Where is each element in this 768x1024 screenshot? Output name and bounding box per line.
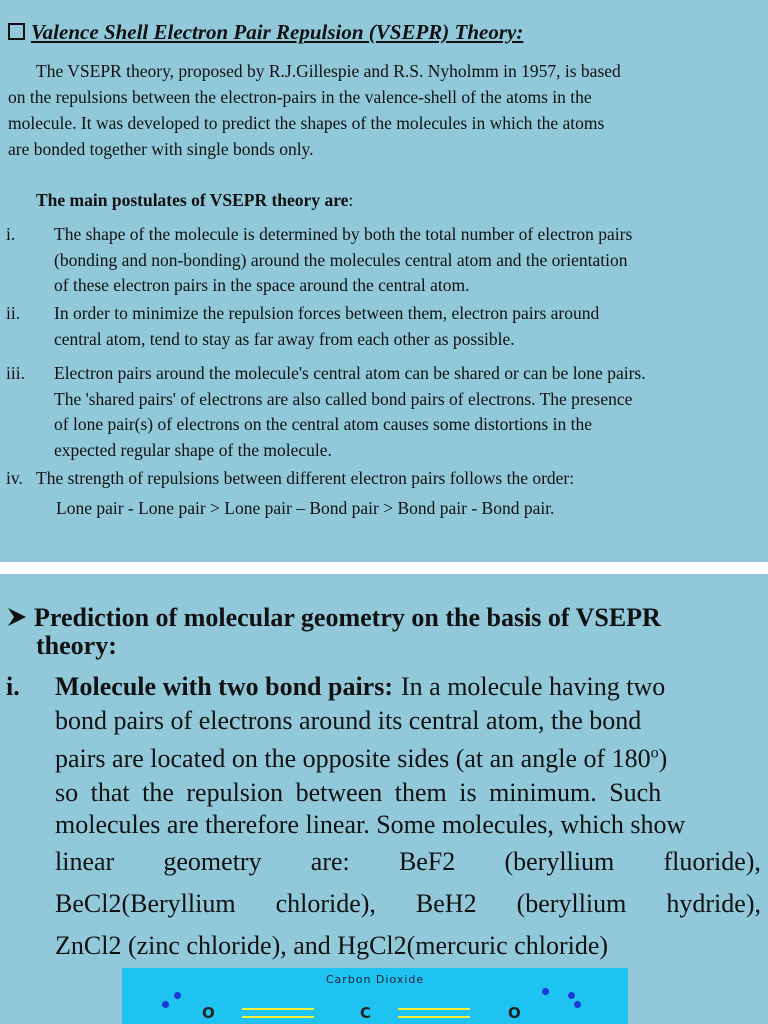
item-line3-text: pairs are located on the opposite sides (at an angle of 180 bbox=[55, 744, 651, 773]
postulate-line: of lone pair(s) of electrons on the central atom causes some distortions in the bbox=[54, 414, 592, 434]
slide-divider bbox=[0, 562, 768, 574]
item-line3-close: ) bbox=[658, 744, 668, 773]
word: linear bbox=[55, 847, 115, 876]
item-line: bond pairs of electrons around its central atom, the bond bbox=[55, 706, 642, 735]
item-line-compounds-3: ZnCl2 (zinc chloride), and HgCl2(mercuric chloride) bbox=[55, 931, 609, 960]
double-bond-line bbox=[398, 1016, 470, 1018]
atom-carbon: C bbox=[360, 1004, 372, 1022]
word: are: bbox=[310, 847, 350, 876]
formula-becl2: BeCl2(Beryllium bbox=[55, 889, 236, 918]
item-line: molecules are therefore linear. Some molecules, which show bbox=[55, 810, 686, 839]
postulate-number: iii. bbox=[6, 363, 25, 383]
formula-beh2: BeH2 bbox=[415, 889, 477, 918]
formula-bef2: BeF2 bbox=[398, 847, 456, 876]
postulate-line: central atom, tend to stay as far away from each other as possible. bbox=[54, 328, 515, 349]
postulates-heading bbox=[36, 190, 353, 211]
lone-pair-electron bbox=[574, 1001, 581, 1008]
prediction-heading-line1: Prediction of molecular geometry on the basis of VSEPR bbox=[34, 603, 661, 632]
postulates-heading-colon: : bbox=[348, 190, 354, 210]
lone-pair-electron bbox=[162, 1001, 169, 1008]
double-bond-line bbox=[242, 1016, 314, 1018]
intro-line: The VSEPR theory, proposed by R.J.Gillespie and R.S. Nyholmm in 1957, is based bbox=[36, 61, 621, 81]
postulate-number: i. bbox=[6, 224, 16, 244]
postulate-item bbox=[6, 466, 758, 526]
word: (beryllium bbox=[504, 847, 615, 876]
arrowhead-bullet-icon bbox=[6, 604, 28, 632]
postulate-line: (bonding and non-bonding) around the molecules central atom and the orientation bbox=[54, 249, 628, 270]
item-number: i. bbox=[6, 672, 20, 701]
double-bond-line bbox=[398, 1008, 470, 1010]
word: chloride), bbox=[275, 889, 376, 918]
word: geometry bbox=[163, 847, 262, 876]
item-bold-lead: Molecule with two bond pairs: bbox=[55, 672, 393, 701]
item-line bbox=[55, 744, 761, 774]
word: (beryllium bbox=[516, 889, 627, 918]
word: hydride), bbox=[666, 889, 761, 918]
intro-line: on the repulsions between the electron-pairs in the valence-shell of the atoms in the bbox=[8, 87, 592, 107]
word: fluoride), bbox=[663, 847, 761, 876]
item-line bbox=[55, 672, 761, 702]
atom-oxygen-left: O bbox=[202, 1004, 215, 1022]
postulate-line: of these electron pairs in the space around the central atom. bbox=[54, 275, 470, 295]
item-line1-rest: In a molecule having two bbox=[401, 672, 666, 701]
intro-line: molecule. It was developed to predict the shapes of the molecules in which the atoms bbox=[8, 113, 605, 133]
prediction-heading-line2: theory: bbox=[36, 631, 117, 660]
item-line-compounds-1 bbox=[55, 847, 761, 877]
carbon-dioxide-diagram bbox=[122, 968, 628, 1024]
vsepr-heading-text: Valence Shell Electron Pair Repulsion (VSEPR) Theory: bbox=[31, 20, 524, 44]
postulate-number: iv. bbox=[6, 468, 23, 488]
postulate-number: ii. bbox=[6, 303, 21, 323]
lone-pair-electron bbox=[174, 992, 181, 999]
prediction-heading bbox=[6, 604, 756, 660]
intro-line: are bonded together with single bonds only. bbox=[8, 139, 314, 159]
lone-pair-electron bbox=[568, 992, 575, 999]
item-line-compounds-2 bbox=[55, 889, 761, 919]
intro-paragraph bbox=[8, 58, 748, 162]
postulate-item bbox=[6, 301, 758, 353]
postulate-line: expected regular shape of the molecule. bbox=[54, 439, 332, 460]
vsepr-heading bbox=[8, 20, 523, 45]
lone-pair-electron bbox=[542, 988, 549, 995]
item-line: so that the repulsion between them is minimum. Such bbox=[55, 778, 662, 807]
postulate-line: Electron pairs around the molecule's central atom can be shared or can be lone pairs. bbox=[54, 363, 646, 383]
postulate-item bbox=[6, 222, 758, 300]
atom-oxygen-right: O bbox=[508, 1004, 521, 1022]
double-bond-line bbox=[242, 1008, 314, 1010]
postulate-line: The strength of repulsions between different electron pairs follows the order: bbox=[36, 468, 575, 488]
postulate-line: The shape of the molecule is determined by both the total number of electron pairs bbox=[54, 224, 633, 244]
postulate-item bbox=[6, 361, 758, 465]
postulate-line: The 'shared pairs' of electrons are also called bond pairs of electrons. The presence bbox=[54, 388, 633, 409]
diagram-caption: Carbon Dioxide bbox=[325, 973, 425, 986]
postulate-line: Lone pair - Lone pair > Lone pair – Bond pair > Bond pair - Bond pair. bbox=[56, 497, 555, 518]
checkbox-bullet-icon bbox=[8, 23, 25, 40]
postulates-heading-text: The main postulates of VSEPR theory are bbox=[36, 190, 349, 210]
degree-superscript: o bbox=[650, 744, 659, 762]
postulate-line: In order to minimize the repulsion forces between them, electron pairs around bbox=[54, 303, 600, 323]
